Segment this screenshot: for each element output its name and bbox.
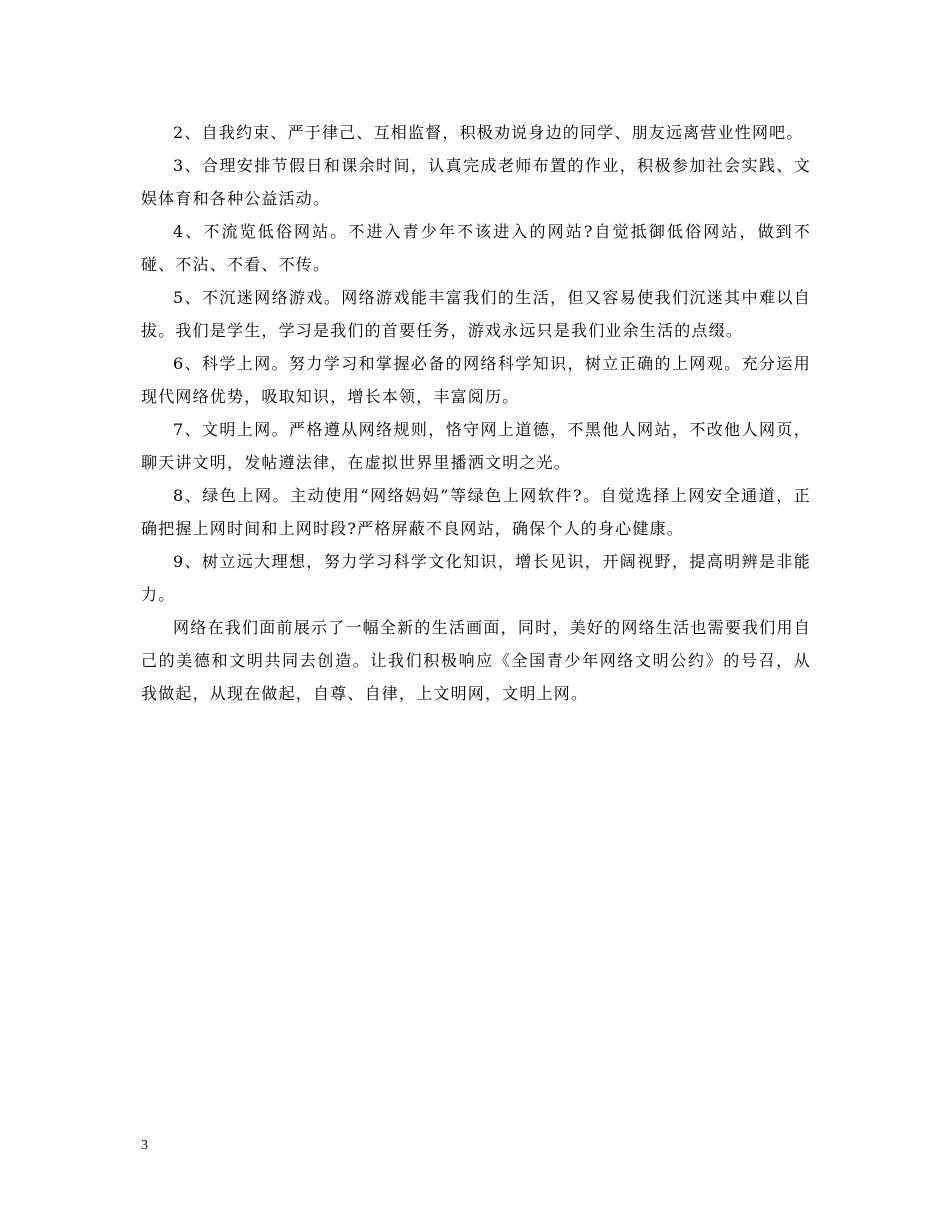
paragraph-item-5: 5、不沉迷网络游戏。网络游戏能丰富我们的生活，但又容易使我们沉迷其中难以自拔。我们是学生，学习是我们的首要任务，游戏永远只是我们业余生活的点缀。 (141, 288, 811, 340)
page-number: 3 (141, 1138, 148, 1153)
paragraph-item-2: 2、自我约束、严于律己、互相监督，积极劝说身边的同学、朋友远离营业性网吧。 (173, 123, 804, 142)
paragraph-item-9: 9、树立远大理想，努力学习科学文化知识，增长见识，开阔视野，提高明辨是非能力。 (141, 552, 811, 604)
paragraph-item-4: 4、不流览低俗网站。不进入青少年不该进入的网站?自觉抵御低俗网站，做到不碰、不沾、不看、不传。 (141, 222, 811, 274)
document-body (141, 116, 811, 710)
paragraph-item-7: 7、文明上网。严格遵从网络规则，恪守网上道德，不黑他人网站，不改他人网页，聊天讲文明，发帖遵法律，在虚拟世界里播洒文明之光。 (141, 420, 811, 472)
paragraph-item-3: 3、合理安排节假日和课余时间，认真完成老师布置的作业，积极参加社会实践、文娱体育和各种公益活动。 (141, 156, 811, 208)
closing-paragraph: 网络在我们面前展示了一幅全新的生活画面，同时，美好的网络生活也需要我们用自己的美德和文明共同去创造。让我们积极响应《全国青少年网络文明公约》的号召，从我做起，从现在做起，自尊、自律，上文明网，文明上网。 (141, 618, 811, 703)
paragraph-item-8: 8、绿色上网。主动使用“网络妈妈”等绿色上网软件?。自觉选择上网安全通道，正确把握上网时间和上网时段?严格屏蔽不良网站，确保个人的身心健康。 (141, 486, 811, 538)
paragraph-item-6: 6、科学上网。努力学习和掌握必备的网络科学知识，树立正确的上网观。充分运用现代网络优势，吸取知识，增长本领，丰富阅历。 (141, 354, 811, 406)
